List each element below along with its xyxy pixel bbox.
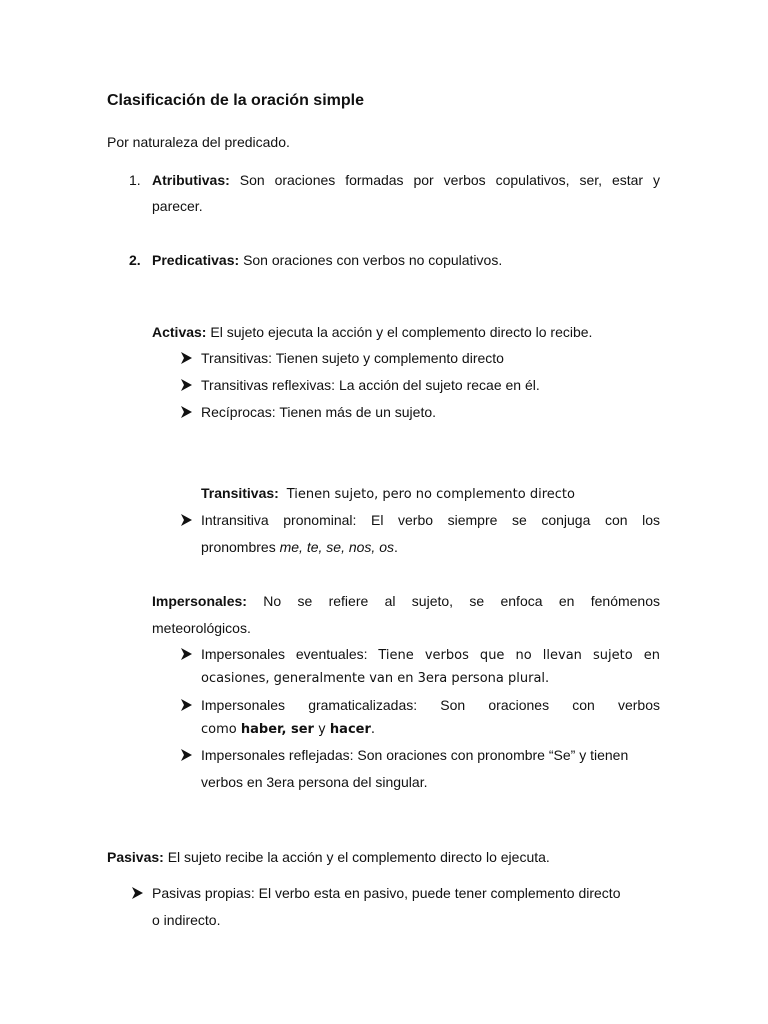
arrowhead-bullet-icon	[181, 514, 193, 528]
arrowhead-bullet-icon	[132, 887, 144, 901]
atributivas-text: Son oraciones formadas por verbos copulativos, ser, estar y	[239, 172, 661, 188]
reflejadas-line-1: Impersonales reflejadas: Son oraciones con pronombre “Se” y tienen	[201, 747, 629, 763]
list-item: Recíprocas: Tienen más de un sujeto.	[201, 404, 437, 420]
pasivas-propias-line-2: o indirecto.	[152, 912, 221, 928]
activas-label: Activas:	[152, 324, 207, 340]
intro-text: Por naturaleza del predicado.	[107, 134, 290, 150]
activas-paragraph	[152, 322, 592, 342]
predicativas-line	[152, 250, 502, 270]
intransitiva-line-1: Intransitiva pronominal: El verbo siempre se conjuga con los	[201, 512, 660, 528]
list-number: 2.	[129, 252, 141, 268]
y-text: y	[313, 722, 330, 737]
pasivas-paragraph	[107, 847, 550, 867]
arrowhead-bullet-icon	[181, 352, 193, 366]
arrowhead-bullet-icon	[181, 648, 193, 662]
verb-hacer: hacer	[329, 722, 371, 737]
eventuales-line-1	[201, 644, 660, 666]
atributivas-line-2: parecer.	[152, 198, 203, 214]
reflejadas-line-2: verbos en 3era persona del singular.	[201, 774, 428, 790]
pronombres-prefix: pronombres	[201, 539, 280, 555]
impersonales-line-1	[152, 591, 660, 611]
arrowhead-bullet-icon	[181, 406, 193, 420]
impersonales-text: No se refiere al sujeto, se enfoca en fenómenos	[263, 593, 660, 609]
como-text: como	[201, 722, 241, 737]
transitivas-label: Transitivas:	[201, 485, 279, 501]
impersonales-line-2: meteorológicos.	[152, 620, 251, 636]
list-item: Transitivas reflexivas: La acción del sujeto recae en él.	[201, 377, 540, 393]
transitivas-paragraph	[201, 483, 575, 505]
list-item: Transitivas: Tienen sujeto y complemento directo	[201, 350, 504, 366]
activas-text: El sujeto ejecuta la acción y el complemento directo lo recibe.	[210, 324, 593, 340]
verbs-haber-ser: haber, ser	[240, 722, 314, 737]
document-title: Clasificación de la oración simple	[107, 92, 364, 109]
pronombres-list: me, te, se, nos, os	[279, 539, 394, 555]
period-text: .	[370, 722, 376, 737]
predicativas-text: Son oraciones con verbos no copulativos.	[243, 252, 503, 268]
pasivas-propias-line-1: Pasivas propias: El verbo esta en pasivo, puede tener complemento directo	[152, 885, 621, 901]
impersonales-label: Impersonales:	[152, 593, 247, 609]
intransitiva-line-2	[201, 537, 398, 557]
pasivas-label: Pasivas:	[107, 849, 164, 865]
transitivas-text: Tienen sujeto, pero no complemento directo	[286, 487, 575, 502]
arrowhead-bullet-icon	[181, 749, 193, 763]
gramaticalizadas-line-1: Impersonales gramaticalizadas: Son oraciones con verbos	[201, 697, 660, 713]
list-number: 1.	[129, 172, 141, 188]
gramaticalizadas-line-2	[201, 720, 375, 740]
pronombres-suffix: .	[393, 539, 398, 555]
predicativas-label: Predicativas:	[152, 252, 240, 268]
eventuales-label: Impersonales eventuales:	[201, 646, 368, 662]
arrowhead-bullet-icon	[181, 699, 193, 713]
atributivas-line-1	[152, 170, 660, 190]
eventuales-text: Tiene verbos que no llevan sujeto en	[378, 648, 660, 663]
atributivas-label: Atributivas:	[152, 172, 230, 188]
pasivas-text: El sujeto recibe la acción y el complemento directo lo ejecuta.	[167, 849, 550, 865]
eventuales-line-2: ocasiones, generalmente van en 3era persona plural.	[201, 671, 550, 686]
arrowhead-bullet-icon	[181, 379, 193, 393]
